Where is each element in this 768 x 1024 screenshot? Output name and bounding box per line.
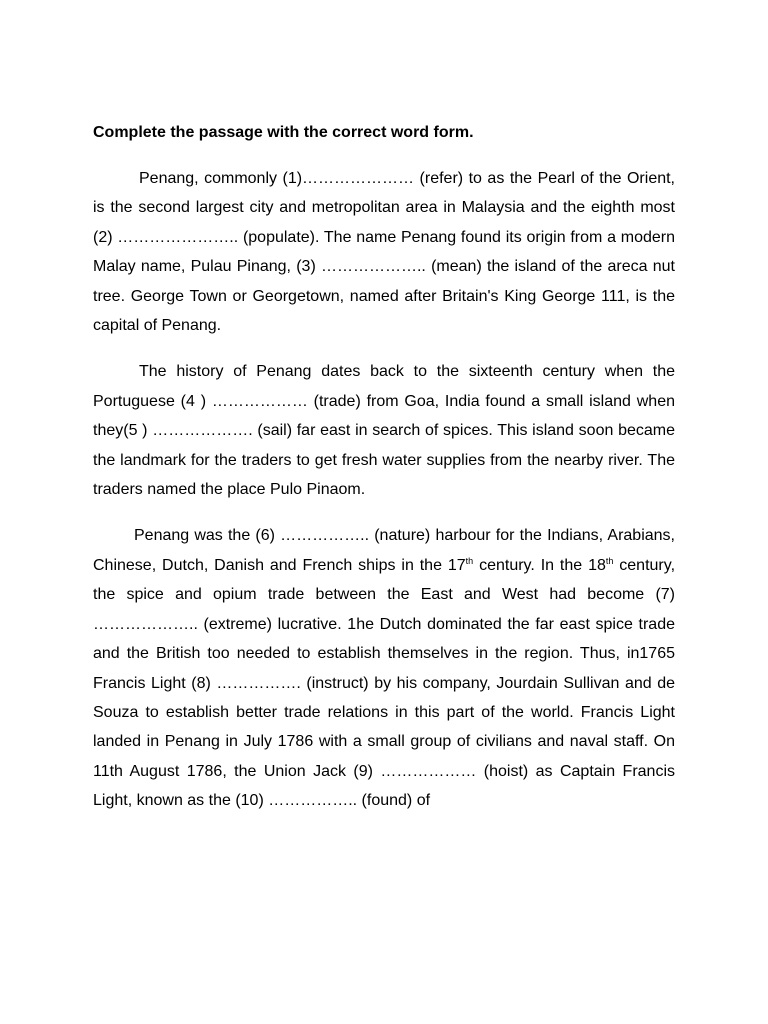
paragraph-3 — [93, 521, 675, 815]
paragraph-1: Penang, commonly (1)………………… (refer) to as the Pearl of the Orient, is the second largest city and metropolitan area in Malaysia and the eighth most (2) ………………….. (populate). The name Penang found its origin from a modern Malay name, Pulau Pinang, (3) ……………….. (mean) the island of the areca nut tree. George Town or Georgetown, named after Britain's King George 111, is the capital of Penang. — [93, 170, 675, 335]
paragraph-3-text-c: century, the spice and opium trade between the East and West had become (7) ……………….. (extreme) lucrative. 1he Dutch dominated the far east spice trade and the British too needed to establish themselves in the region. Thus, in1765 Francis Light (8) ……………. (instruct) by his company, Jourdain Sullivan and de Souza to establish better trade relations in this part of the world. Francis Light landed in Penang in July 1786 with a small group of civilians and naval staff. On 11th August 1786, the Union Jack (9) ……………… (hoist) as Captain Francis Light, known as the (10) …………….. (found) of — [93, 556, 676, 810]
superscript-th-1: th — [465, 555, 474, 566]
instruction-heading: Complete the passage with the correct word form. — [93, 124, 474, 141]
document-page — [93, 118, 675, 833]
paragraph-3-text-a: Penang was the (6) …………….. (nature) harbour for the Indians, Arabians, Chinese, Dutch, Danish and French ships in the 17 — [93, 527, 675, 574]
paragraph-2: The history of Penang dates back to the sixteenth century when the Portuguese (4 ) ……………… (trade) from Goa, India found a small island when they(5 ) ………………. (sail) far east in search of spices. This island soon became the landmark for the traders to get fresh water supplies from the nearby river. The traders named the place Pulo Pinaom. — [93, 363, 675, 499]
superscript-th-2: th — [605, 555, 614, 566]
paragraph-3-text-b: century. In the 18 — [473, 556, 606, 574]
